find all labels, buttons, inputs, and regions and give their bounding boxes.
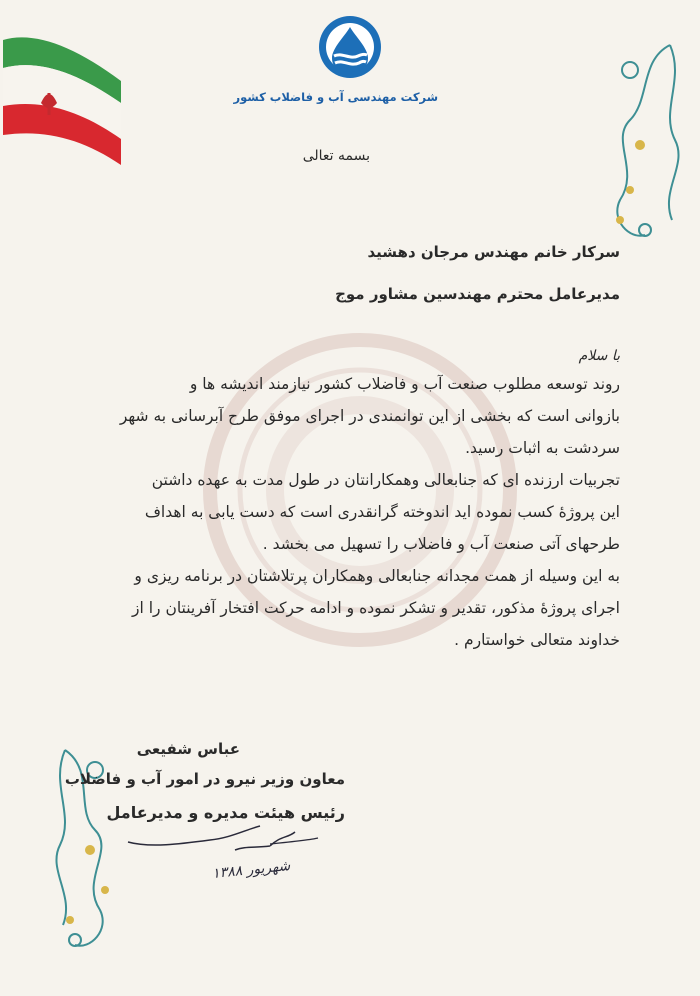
body-line: اجرای پروژهٔ مذکور، تقدیر و تشکر نموده و ادامه حرکت افتخار آفرینتان را از (132, 599, 620, 617)
greeting: با سلام (578, 348, 620, 364)
signer-title-1: معاون وزیر نیرو در امور آب و فاضلاب (64, 770, 345, 788)
invocation-text: بسمه تعالی (302, 148, 370, 164)
company-name: شرکت مهندسی آب و فاضلاب کشور (233, 90, 438, 104)
body-line: بازوانی است که بخشی از این توانمندی در اجرای موفق طرح آبرسانی به شهر (119, 407, 620, 425)
body-line: طرحهای آتی صنعت آب و فاضلاب را تسهیل می بخشد . (262, 535, 620, 553)
body-line: این پروژهٔ کسب نموده اید اندوخته گرانقدری است که دست یابی به اهداف (144, 503, 620, 521)
recipient-line-2: مدیرعامل محترم مهندسین مشاور موج (335, 285, 620, 303)
body-line: به این وسیله از همت مجدانه جنابعالی وهمکاران پرتلاشتان در برنامه ریزی و (134, 567, 620, 585)
handwritten-date: شهریور ۱۳۸۸ (211, 857, 291, 883)
body-line: خداوند متعالی خواستارم . (454, 631, 620, 649)
signer-title-2: رئیس هیئت مدیره و مدیرعامل (106, 803, 345, 822)
body-line: تجربیات ارزنده ای که جنابعالی وهمکارانتان در طول مدت به عهده داشتن (151, 471, 620, 489)
signer-name: عباس شفیعی (136, 740, 240, 758)
ornament-top-right-icon (600, 40, 700, 245)
body-line: سردشت به اثبات رسید. (465, 439, 620, 457)
iran-flag-icon (3, 35, 133, 175)
recipient-line-1: سرکار خانم مهندس مرجان دهشید (367, 243, 620, 261)
company-logo-icon (318, 14, 382, 80)
handwritten-signature-icon (120, 818, 320, 858)
body-line: روند توسعه مطلوب صنعت آب و فاضلاب کشور نیازمند اندیشه ها و (189, 375, 620, 393)
